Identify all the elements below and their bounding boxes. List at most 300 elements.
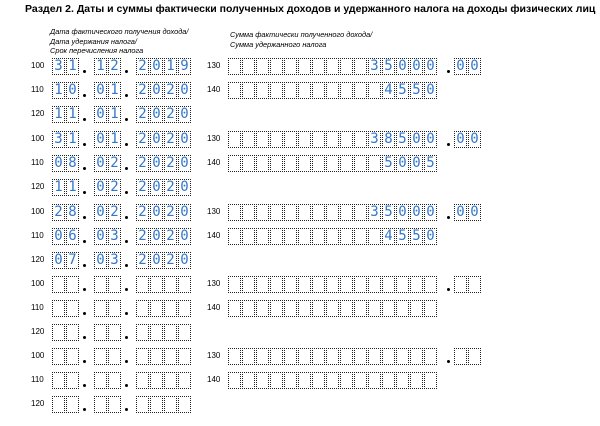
date-digit-cell[interactable]: 2 [136, 252, 149, 269]
amount-digit-cell[interactable] [228, 276, 241, 293]
date-digit-cell[interactable]: 1 [66, 58, 79, 75]
amount-digit-cell[interactable]: 5 [382, 204, 395, 221]
date-digit-cell[interactable]: 0 [150, 155, 163, 172]
amount-digit-cell[interactable] [354, 155, 367, 172]
amount-digit-cell[interactable] [256, 155, 269, 172]
date-digit-cell[interactable] [164, 396, 177, 413]
amount-digit-cell[interactable]: 3 [368, 204, 381, 221]
date-digit-cell[interactable] [150, 396, 163, 413]
date-digit-cell[interactable]: 0 [94, 82, 107, 99]
date-digit-cell[interactable] [178, 348, 191, 365]
amount-digit-cell[interactable] [354, 131, 367, 148]
amount-digit-cell[interactable] [256, 300, 269, 317]
date-digit-cell[interactable]: 3 [108, 252, 121, 269]
date-digit-cell[interactable] [178, 372, 191, 389]
amount-digit-cell[interactable] [326, 372, 339, 389]
amount-digit-cell[interactable] [396, 276, 409, 293]
date-digit-cell[interactable]: 0 [94, 155, 107, 172]
amount-digit-cell[interactable] [298, 276, 311, 293]
amount-digit-cell[interactable] [298, 204, 311, 221]
date-digit-cell[interactable]: 0 [150, 106, 163, 123]
date-digit-cell[interactable] [94, 300, 107, 317]
date-digit-cell[interactable] [94, 396, 107, 413]
amount-digit-cell[interactable] [410, 276, 423, 293]
date-digit-cell[interactable] [52, 300, 65, 317]
date-digit-cell[interactable]: 7 [66, 252, 79, 269]
date-digit-cell[interactable]: 0 [178, 131, 191, 148]
date-digit-cell[interactable]: 2 [108, 204, 121, 221]
amount-digit-cell[interactable] [270, 348, 283, 365]
amount-digit-cell[interactable] [368, 300, 381, 317]
amount-digit-cell[interactable] [284, 300, 297, 317]
date-digit-cell[interactable]: 2 [108, 179, 121, 196]
date-digit-cell[interactable]: 1 [94, 58, 107, 75]
date-digit-cell[interactable] [108, 396, 121, 413]
amount-digit-cell[interactable] [284, 348, 297, 365]
date-digit-cell[interactable]: 1 [52, 106, 65, 123]
amount-digit-cell[interactable] [228, 131, 241, 148]
amount-digit-cell[interactable] [284, 228, 297, 245]
date-digit-cell[interactable] [178, 324, 191, 341]
kopeck-digit-cell[interactable] [468, 348, 481, 365]
kopeck-digit-cell[interactable]: 0 [454, 131, 467, 148]
date-digit-cell[interactable]: 1 [108, 131, 121, 148]
amount-digit-cell[interactable] [270, 228, 283, 245]
amount-digit-cell[interactable] [312, 276, 325, 293]
amount-digit-cell[interactable] [312, 372, 325, 389]
date-digit-cell[interactable]: 2 [164, 106, 177, 123]
date-digit-cell[interactable] [164, 372, 177, 389]
date-digit-cell[interactable] [178, 300, 191, 317]
date-digit-cell[interactable] [108, 276, 121, 293]
amount-digit-cell[interactable]: 0 [396, 204, 409, 221]
amount-digit-cell[interactable]: 0 [396, 58, 409, 75]
date-digit-cell[interactable]: 1 [108, 106, 121, 123]
kopeck-digit-cell[interactable]: 0 [454, 58, 467, 75]
amount-column-header [230, 30, 372, 49]
amount-digit-cell[interactable] [284, 82, 297, 99]
amount-digit-cell[interactable] [382, 348, 395, 365]
date-digit-cell[interactable] [136, 348, 149, 365]
date-digit-cell[interactable]: 1 [66, 106, 79, 123]
amount-digit-cell[interactable]: 5 [396, 82, 409, 99]
amount-digit-cell[interactable] [368, 372, 381, 389]
kopeck-digit-cell[interactable]: 0 [468, 131, 481, 148]
amount-digit-cell[interactable]: 3 [368, 58, 381, 75]
amount-digit-cell[interactable] [242, 155, 255, 172]
amount-digit-cell[interactable] [312, 348, 325, 365]
amount-digit-cell[interactable] [242, 300, 255, 317]
amount-digit-cell[interactable] [354, 82, 367, 99]
date-digit-cell[interactable]: 0 [150, 82, 163, 99]
line-code-label: 120 [31, 327, 45, 336]
date-digit-cell[interactable] [94, 324, 107, 341]
amount-digit-cell[interactable]: 3 [368, 131, 381, 148]
amount-digit-cell[interactable] [228, 300, 241, 317]
amount-digit-cell[interactable]: 0 [410, 58, 423, 75]
amount-digit-cell[interactable] [242, 228, 255, 245]
amount-digit-cell[interactable] [326, 58, 339, 75]
amount-digit-cell[interactable] [242, 131, 255, 148]
amount-digit-cell[interactable] [228, 82, 241, 99]
date-digit-cell[interactable]: 2 [136, 155, 149, 172]
amount-digit-cell[interactable]: 4 [382, 82, 395, 99]
amount-digit-cell[interactable] [312, 131, 325, 148]
date-digit-cell[interactable]: 0 [178, 204, 191, 221]
date-digit-cell[interactable] [52, 276, 65, 293]
amount-digit-cell[interactable] [354, 372, 367, 389]
date-digit-cell[interactable] [164, 324, 177, 341]
date-digit-cell[interactable]: 2 [164, 155, 177, 172]
date-digit-cell[interactable]: 2 [136, 131, 149, 148]
date-digit-cell[interactable]: 2 [136, 58, 149, 75]
date-digit-cell[interactable]: 0 [150, 228, 163, 245]
kopeck-digit-cell[interactable]: 0 [454, 204, 467, 221]
date-digit-cell[interactable]: 0 [94, 131, 107, 148]
amount-digit-cell[interactable] [410, 348, 423, 365]
amount-digit-cell[interactable] [284, 58, 297, 75]
amount-digit-cell[interactable] [368, 155, 381, 172]
amount-digit-cell[interactable]: 5 [410, 82, 423, 99]
amount-digit-cell[interactable] [228, 155, 241, 172]
amount-digit-cell[interactable] [298, 82, 311, 99]
amount-digit-cell[interactable] [270, 131, 283, 148]
amount-digit-cell[interactable]: 5 [410, 228, 423, 245]
date-digit-cell[interactable] [94, 348, 107, 365]
amount-digit-cell[interactable]: 5 [424, 155, 437, 172]
amount-digit-cell[interactable]: 5 [396, 131, 409, 148]
amount-digit-cell[interactable] [424, 300, 437, 317]
date-separator-dot [125, 240, 128, 243]
date-digit-cell[interactable]: 0 [178, 228, 191, 245]
kopeck-digit-cell[interactable] [468, 276, 481, 293]
amount-digit-cell[interactable] [368, 276, 381, 293]
amount-digit-cell[interactable] [312, 204, 325, 221]
date-digit-cell[interactable]: 0 [150, 204, 163, 221]
amount-digit-cell[interactable] [298, 228, 311, 245]
line-code-label: 110 [31, 303, 44, 312]
amount-digit-cell[interactable] [256, 228, 269, 245]
amount-digit-cell[interactable]: 8 [382, 131, 395, 148]
date-digit-cell[interactable]: 0 [150, 252, 163, 269]
amount-digit-cell[interactable]: 0 [424, 228, 437, 245]
amount-digit-cell[interactable] [326, 131, 339, 148]
date-digit-cell[interactable]: 2 [164, 204, 177, 221]
date-digit-cell[interactable] [150, 348, 163, 365]
amount-digit-cell[interactable] [256, 131, 269, 148]
amount-digit-cell[interactable] [326, 155, 339, 172]
date-digit-cell[interactable] [136, 324, 149, 341]
amount-digit-cell[interactable] [270, 155, 283, 172]
amount-code-label: 140 [207, 375, 221, 384]
amount-digit-cell[interactable]: 0 [396, 155, 409, 172]
amount-digit-cell[interactable] [242, 276, 255, 293]
amount-digit-cell[interactable] [312, 228, 325, 245]
amount-digit-cell[interactable] [368, 228, 381, 245]
date-digit-cell[interactable]: 0 [178, 252, 191, 269]
date-digit-cell[interactable]: 2 [164, 252, 177, 269]
amount-digit-cell[interactable]: 0 [424, 58, 437, 75]
date-digit-cell[interactable]: 2 [136, 106, 149, 123]
amount-digit-cell[interactable] [242, 348, 255, 365]
date-digit-cell[interactable]: 0 [178, 179, 191, 196]
amount-digit-cell[interactable] [424, 276, 437, 293]
amount-digit-cell[interactable] [340, 300, 353, 317]
date-digit-cell[interactable]: 1 [164, 58, 177, 75]
date-digit-cell[interactable] [108, 324, 121, 341]
header-tax-amount: Сумма удержанного налога [230, 39, 327, 49]
date-digit-cell[interactable]: 1 [52, 179, 65, 196]
date-separator-dot [83, 143, 86, 146]
date-digit-cell[interactable]: 1 [108, 82, 121, 99]
amount-digit-cell[interactable] [354, 348, 367, 365]
date-digit-cell[interactable]: 0 [150, 58, 163, 75]
date-digit-cell[interactable] [108, 300, 121, 317]
amount-digit-cell[interactable] [298, 131, 311, 148]
amount-digit-cell[interactable] [326, 82, 339, 99]
kopeck-digit-cell[interactable] [454, 276, 467, 293]
amount-digit-cell[interactable]: 0 [424, 204, 437, 221]
date-digit-cell[interactable] [66, 300, 79, 317]
amount-digit-cell[interactable]: 0 [410, 131, 423, 148]
kopeck-digit-cell[interactable]: 0 [468, 58, 481, 75]
date-digit-cell[interactable]: 3 [52, 131, 65, 148]
amount-digit-cell[interactable] [424, 348, 437, 365]
amount-digit-cell[interactable] [298, 372, 311, 389]
date-digit-cell[interactable] [150, 324, 163, 341]
amount-digit-cell[interactable] [410, 372, 423, 389]
date-digit-cell[interactable] [136, 372, 149, 389]
date-digit-cell[interactable] [94, 276, 107, 293]
amount-digit-cell[interactable] [326, 348, 339, 365]
amount-digit-cell[interactable] [256, 58, 269, 75]
amount-digit-cell[interactable] [256, 276, 269, 293]
amount-digit-cell[interactable] [312, 82, 325, 99]
amount-digit-cell[interactable] [242, 204, 255, 221]
amount-digit-cell[interactable] [270, 82, 283, 99]
date-digit-cell[interactable] [66, 372, 79, 389]
amount-digit-cell[interactable]: 5 [382, 58, 395, 75]
amount-digit-cell[interactable] [368, 348, 381, 365]
amount-digit-cell[interactable] [326, 300, 339, 317]
amount-digit-cell[interactable] [228, 372, 241, 389]
amount-digit-cell[interactable] [312, 155, 325, 172]
amount-digit-cell[interactable] [270, 276, 283, 293]
amount-digit-cell[interactable] [270, 58, 283, 75]
line-code-label: 100 [31, 279, 45, 288]
date-digit-cell[interactable] [52, 348, 65, 365]
date-digit-cell[interactable] [66, 348, 79, 365]
amount-digit-cell[interactable] [340, 131, 353, 148]
kopeck-separator-dot [447, 288, 450, 291]
amount-digit-cell[interactable] [256, 82, 269, 99]
date-digit-cell[interactable] [150, 300, 163, 317]
amount-digit-cell[interactable] [298, 155, 311, 172]
amount-digit-cell[interactable] [354, 204, 367, 221]
date-digit-cell[interactable] [136, 300, 149, 317]
date-digit-cell[interactable] [94, 372, 107, 389]
date-digit-cell[interactable]: 0 [94, 228, 107, 245]
kopeck-digit-cell[interactable]: 0 [468, 204, 481, 221]
date-digit-cell[interactable]: 1 [66, 179, 79, 196]
date-separator-dot [83, 118, 86, 121]
date-separator-dot [83, 336, 86, 339]
date-digit-cell[interactable]: 3 [52, 58, 65, 75]
amount-digit-cell[interactable] [270, 372, 283, 389]
amount-digit-cell[interactable] [298, 348, 311, 365]
date-digit-cell[interactable] [150, 372, 163, 389]
amount-digit-cell[interactable] [298, 300, 311, 317]
date-digit-cell[interactable]: 2 [136, 204, 149, 221]
date-digit-cell[interactable]: 2 [108, 155, 121, 172]
amount-digit-cell[interactable]: 0 [424, 131, 437, 148]
amount-digit-cell[interactable] [312, 300, 325, 317]
amount-digit-cell[interactable] [270, 300, 283, 317]
amount-digit-cell[interactable] [326, 228, 339, 245]
kopeck-digit-cell[interactable] [454, 348, 467, 365]
date-digit-cell[interactable]: 2 [164, 131, 177, 148]
date-digit-cell[interactable]: 2 [108, 58, 121, 75]
amount-digit-cell[interactable] [340, 276, 353, 293]
date-digit-cell[interactable] [108, 372, 121, 389]
date-digit-cell[interactable]: 3 [108, 228, 121, 245]
date-digit-cell[interactable]: 2 [164, 228, 177, 245]
amount-digit-cell[interactable] [284, 276, 297, 293]
amount-digit-cell[interactable] [396, 348, 409, 365]
date-digit-cell[interactable]: 0 [150, 179, 163, 196]
amount-digit-cell[interactable] [424, 372, 437, 389]
amount-digit-cell[interactable] [382, 276, 395, 293]
amount-digit-cell[interactable] [340, 82, 353, 99]
date-digit-cell[interactable]: 1 [66, 131, 79, 148]
header-withholding-date: Дата удержания налога/ [50, 36, 137, 46]
date-digit-cell[interactable] [136, 396, 149, 413]
amount-digit-cell[interactable]: 5 [382, 155, 395, 172]
amount-digit-cell[interactable]: 0 [410, 204, 423, 221]
amount-digit-cell[interactable] [354, 58, 367, 75]
date-digit-cell[interactable] [150, 276, 163, 293]
date-digit-cell[interactable]: 2 [164, 82, 177, 99]
date-separator-dot [125, 336, 128, 339]
date-digit-cell[interactable]: 8 [66, 155, 79, 172]
amount-digit-cell[interactable] [382, 300, 395, 317]
date-digit-cell[interactable]: 2 [164, 179, 177, 196]
amount-digit-cell[interactable] [242, 58, 255, 75]
amount-digit-cell[interactable] [256, 372, 269, 389]
amount-digit-cell[interactable] [228, 228, 241, 245]
amount-digit-cell[interactable]: 0 [410, 155, 423, 172]
amount-digit-cell[interactable] [284, 155, 297, 172]
date-digit-cell[interactable]: 0 [52, 228, 65, 245]
date-digit-cell[interactable]: 0 [178, 155, 191, 172]
date-digit-cell[interactable] [52, 396, 65, 413]
date-digit-cell[interactable] [178, 396, 191, 413]
amount-digit-cell[interactable] [354, 300, 367, 317]
amount-digit-cell[interactable] [312, 58, 325, 75]
date-digit-cell[interactable]: 2 [52, 204, 65, 221]
date-digit-cell[interactable]: 2 [136, 179, 149, 196]
date-digit-cell[interactable]: 0 [66, 82, 79, 99]
amount-digit-cell[interactable] [354, 276, 367, 293]
section-title: Раздел 2. Даты и суммы фактически полученных доходов и удержанного налога на доходы физических лиц [25, 3, 596, 15]
amount-digit-cell[interactable] [382, 372, 395, 389]
amount-digit-cell[interactable] [396, 300, 409, 317]
amount-digit-cell[interactable] [410, 300, 423, 317]
date-digit-cell[interactable]: 1 [52, 82, 65, 99]
date-digit-cell[interactable] [164, 300, 177, 317]
amount-digit-cell[interactable] [326, 276, 339, 293]
date-digit-cell[interactable] [178, 276, 191, 293]
amount-digit-cell[interactable] [270, 204, 283, 221]
date-digit-cell[interactable]: 8 [66, 204, 79, 221]
date-digit-cell[interactable] [52, 324, 65, 341]
amount-digit-cell[interactable] [340, 372, 353, 389]
date-separator-dot [83, 216, 86, 219]
amount-digit-cell[interactable] [228, 348, 241, 365]
amount-digit-cell[interactable] [354, 228, 367, 245]
line-code-label: 100 [31, 351, 45, 360]
amount-digit-cell[interactable] [298, 58, 311, 75]
amount-digit-cell[interactable] [340, 228, 353, 245]
date-separator-dot [125, 288, 128, 291]
date-digit-cell[interactable] [108, 348, 121, 365]
date-digit-cell[interactable]: 0 [150, 131, 163, 148]
date-digit-cell[interactable]: 0 [94, 106, 107, 123]
date-digit-cell[interactable] [164, 348, 177, 365]
amount-digit-cell[interactable] [284, 131, 297, 148]
date-digit-cell[interactable] [66, 276, 79, 293]
date-digit-cell[interactable]: 2 [136, 228, 149, 245]
date-digit-cell[interactable]: 2 [136, 82, 149, 99]
amount-digit-cell[interactable] [396, 372, 409, 389]
amount-digit-cell[interactable] [284, 372, 297, 389]
date-digit-cell[interactable] [52, 372, 65, 389]
date-digit-cell[interactable]: 0 [94, 252, 107, 269]
amount-digit-cell[interactable] [242, 82, 255, 99]
amount-digit-cell[interactable] [228, 204, 241, 221]
amount-digit-cell[interactable] [256, 348, 269, 365]
amount-digit-cell[interactable] [256, 204, 269, 221]
date-digit-cell[interactable] [164, 276, 177, 293]
amount-digit-cell[interactable] [228, 58, 241, 75]
date-digit-cell[interactable] [66, 324, 79, 341]
amount-digit-cell[interactable]: 4 [382, 228, 395, 245]
date-digit-cell[interactable]: 0 [94, 204, 107, 221]
date-digit-cell[interactable]: 0 [52, 155, 65, 172]
amount-digit-cell[interactable]: 0 [424, 82, 437, 99]
date-digit-cell[interactable]: 0 [178, 106, 191, 123]
amount-digit-cell[interactable] [368, 82, 381, 99]
date-digit-cell[interactable] [136, 276, 149, 293]
amount-digit-cell[interactable] [340, 204, 353, 221]
date-digit-cell[interactable]: 0 [178, 82, 191, 99]
date-digit-cell[interactable]: 0 [94, 179, 107, 196]
kopeck-separator-dot [447, 70, 450, 73]
line-code-label: 110 [31, 85, 44, 94]
date-digit-cell[interactable]: 6 [66, 228, 79, 245]
amount-digit-cell[interactable] [326, 204, 339, 221]
amount-digit-cell[interactable] [340, 348, 353, 365]
amount-digit-cell[interactable]: 5 [396, 228, 409, 245]
amount-digit-cell[interactable] [340, 155, 353, 172]
date-digit-cell[interactable]: 9 [178, 58, 191, 75]
amount-digit-cell[interactable] [284, 204, 297, 221]
date-separator-dot [83, 288, 86, 291]
date-digit-cell[interactable] [66, 396, 79, 413]
date-digit-cell[interactable]: 0 [52, 252, 65, 269]
amount-digit-cell[interactable] [340, 58, 353, 75]
amount-digit-cell[interactable] [242, 372, 255, 389]
